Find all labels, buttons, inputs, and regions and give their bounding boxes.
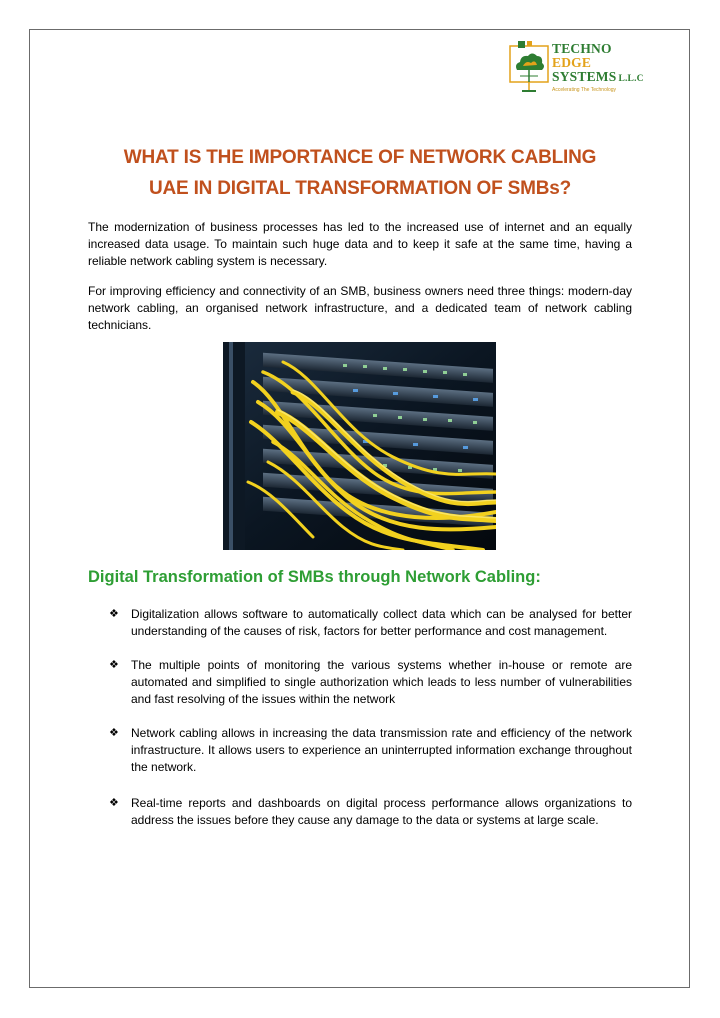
logo-word-systems-text: SYSTEMS bbox=[552, 69, 617, 84]
logo-word-techno: TECHNO bbox=[552, 41, 612, 56]
network-cabling-photo bbox=[223, 342, 496, 550]
list-item bbox=[109, 606, 632, 640]
diamond-bullet-icon: ❖ bbox=[109, 608, 119, 620]
section-heading: Digital Transformation of SMBs through Network Cabling: bbox=[88, 568, 541, 586]
list-item-text: Network cabling allows in increasing the data transmission rate and efficiency of the network infrastructure. It allows users to experience an uninterrupted information exchange throughout the network. bbox=[131, 726, 632, 774]
diamond-bullet-icon: ❖ bbox=[109, 659, 119, 671]
intro-paragraph-2: For improving efficiency and connectivity of an SMB, business owners need three things: modern-day network cabling, an organised network infrastructure, and a dedicated team of network cabling technicians. bbox=[88, 284, 632, 332]
list-item bbox=[109, 795, 632, 829]
company-logo bbox=[504, 40, 644, 102]
diamond-bullet-icon: ❖ bbox=[109, 797, 119, 809]
logo-tagline: Accelerating The Technology bbox=[552, 87, 617, 93]
page-title-line-1: WHAT IS THE IMPORTANCE OF NETWORK CABLING bbox=[123, 147, 597, 168]
logo-word-edge: EDGE bbox=[552, 55, 592, 70]
intro-paragraph-1: The modernization of business processes has led to the increased use of internet and an equally increased data usage. To maintain such huge data and to keep it safe at the same time, having a reliable network cabling system is necessary. bbox=[88, 220, 632, 268]
server-rack-cables-image bbox=[223, 342, 496, 550]
logo-cloud-monitor-icon bbox=[504, 40, 554, 98]
benefits-list bbox=[109, 606, 632, 829]
list-item-text: Real-time reports and dashboards on digital process performance allows organizations to address the issues before they cause any damage to the data or systems at large scale. bbox=[131, 796, 632, 827]
list-item bbox=[109, 657, 632, 708]
logo-wordmark bbox=[552, 42, 644, 86]
diamond-bullet-icon: ❖ bbox=[109, 727, 119, 739]
list-item-text: Digitalization allows software to automatically collect data which can be analysed for better understanding of the causes of risk, factors for better performance and cost management. bbox=[131, 607, 632, 638]
page-title bbox=[70, 142, 650, 204]
page-title-line-2: UAE IN DIGITAL TRANSFORMATION OF SMBs? bbox=[149, 178, 571, 199]
logo-word-systems bbox=[552, 70, 644, 86]
logo-suffix: L.L.C bbox=[618, 74, 644, 84]
list-item-text: The multiple points of monitoring the various systems whether in-house or remote are automated and simplified to single authorization which leads to less number of vulnerabilities and fast resolving of the issues within the network bbox=[131, 658, 632, 706]
list-item bbox=[109, 725, 632, 776]
